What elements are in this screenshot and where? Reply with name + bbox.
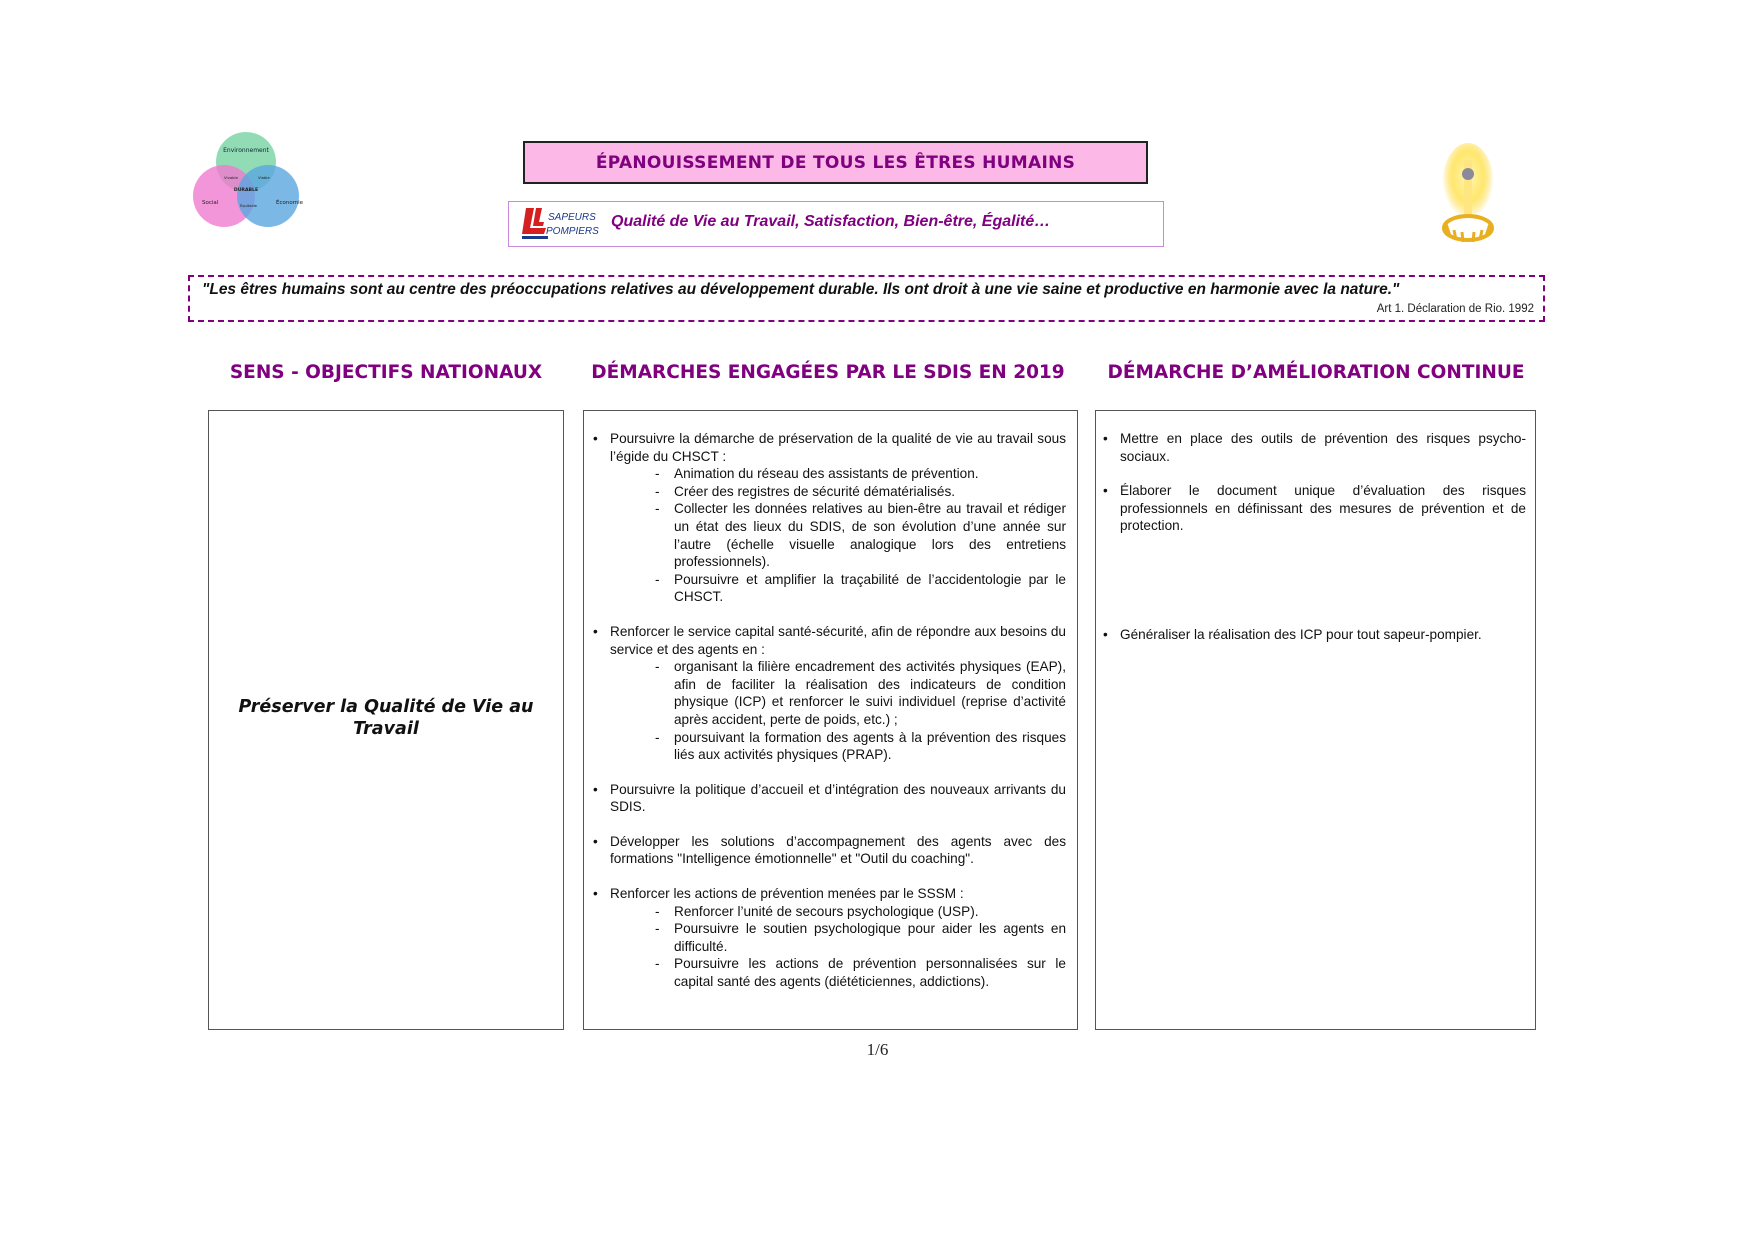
venn-label-environnement: Environnement bbox=[223, 147, 269, 154]
venn-label-durable: DURABLE bbox=[233, 188, 259, 193]
amelioration-list bbox=[1101, 430, 1526, 552]
list-item bbox=[591, 430, 1066, 606]
sub-item: - Renforcer l’unité de secours psychologique (USP). bbox=[610, 903, 1066, 921]
venn-label-equitable: Équitable bbox=[240, 204, 257, 208]
list-item-text: • Mettre en place des outils de prévention des risques psycho-sociaux. bbox=[1120, 431, 1526, 464]
list-item-text: • Élaborer le document unique d’évaluation des risques professionnels en définissant des mesures de prévention et de protection. bbox=[1120, 483, 1526, 534]
sub-item: - poursuivant la formation des agents à la prévention des risques liés aux activités physiques (PRAP). bbox=[610, 729, 1066, 764]
sub-item: - Collecter les données relatives au bien-être au travail et rédiger un état des lieux du SDIS, de son évolution d’une année sur l’autre (échelle visuelle analogique lors des entretiens professionnels). bbox=[610, 500, 1066, 570]
list-item-text: • Développer les solutions d’accompagnement des agents avec des formations "Intelligence émotionnelle" et "Outil du coaching". bbox=[610, 833, 1066, 867]
list-item bbox=[591, 885, 1066, 991]
list-item bbox=[1101, 430, 1526, 465]
venn-label-vivable: Vivable bbox=[224, 175, 238, 180]
venn-label-viable: Viable bbox=[258, 175, 270, 180]
page-title: ÉPANOUISSEMENT DE TOUS LES ÊTRES HUMAINS bbox=[523, 141, 1148, 184]
column-title-objectifs: SENS - OBJECTIFS NATIONAUX bbox=[229, 362, 543, 383]
logo-text-pompiers: POMPIERS bbox=[546, 226, 599, 237]
list-item-text: • Poursuivre la démarche de préservation de la qualité de vie au travail sous l’égide du CHSCT : bbox=[610, 431, 1066, 464]
venn-label-economie: Économie bbox=[276, 200, 303, 206]
sub-item: - Poursuivre et amplifier la traçabilité de l’accidentologie par le CHSCT. bbox=[610, 571, 1066, 606]
list-item bbox=[591, 833, 1066, 868]
sub-item: - Poursuivre le soutien psychologique pour aider les agents en difficulté. bbox=[610, 920, 1066, 955]
quote-source: Art 1. Déclaration de Rio. 1992 bbox=[1376, 303, 1534, 315]
list-item-text: • Renforcer les actions de prévention menées par le SSSM : bbox=[610, 886, 964, 902]
list-item bbox=[591, 781, 1066, 816]
sapeurs-pompiers-logo bbox=[520, 204, 599, 244]
list-item-text: • Généraliser la réalisation des ICP pour tout sapeur-pompier. bbox=[1120, 627, 1482, 642]
sub-item: - Poursuivre les actions de prévention personnalisées sur le capital santé des agents (diététiciennes, addictions). bbox=[610, 955, 1066, 990]
amelioration-list-2 bbox=[1101, 626, 1526, 661]
list-item bbox=[1101, 482, 1526, 535]
sub-item: - organisant la filière encadrement des activités physiques (EAP), afin de faciliter la réalisation des indicateurs de condition physique (ICP) et renforcer le suivi individuel (reprise d’activité après accident, perte de poids, etc.) ; bbox=[610, 658, 1066, 728]
venn-label-social: Social bbox=[202, 200, 219, 206]
column-title-amelioration: DÉMARCHE D’AMÉLIORATION CONTINUE bbox=[1107, 362, 1525, 383]
page-number: 1/6 bbox=[866, 1040, 889, 1059]
sub-item: - Animation du réseau des assistants de prévention. bbox=[610, 465, 1066, 483]
list-item-text: • Poursuivre la politique d’accueil et d’intégration des nouveaux arrivants du SDIS. bbox=[610, 781, 1066, 815]
page-subtitle: Qualité de Vie au Travail, Satisfaction, Bien-être, Égalité… bbox=[611, 213, 1051, 230]
flame-emblem-icon bbox=[1428, 140, 1508, 250]
list-item bbox=[591, 623, 1066, 764]
logo-text-sapeurs: SAPEURS bbox=[548, 212, 596, 223]
sustainability-venn-logo bbox=[188, 130, 308, 236]
list-item bbox=[1101, 626, 1526, 644]
column-title-demarches: DÉMARCHES ENGAGÉES PAR LE SDIS EN 2019 bbox=[591, 362, 1065, 383]
quote-text: "Les êtres humains sont au centre des préoccupations relatives au développement durable. Ils ont droit à une vie saine et productive en harmonie avec la nature." bbox=[202, 281, 1400, 298]
objective-label: Préserver la Qualité de Vie au Travail bbox=[238, 697, 534, 739]
demarches-list bbox=[591, 430, 1066, 1008]
list-item-text: • Renforcer le service capital santé-sécurité, afin de répondre aux besoins du service et des agents en : bbox=[610, 623, 1066, 657]
sub-item: - Créer des registres de sécurité dématérialisés. bbox=[610, 483, 1066, 501]
